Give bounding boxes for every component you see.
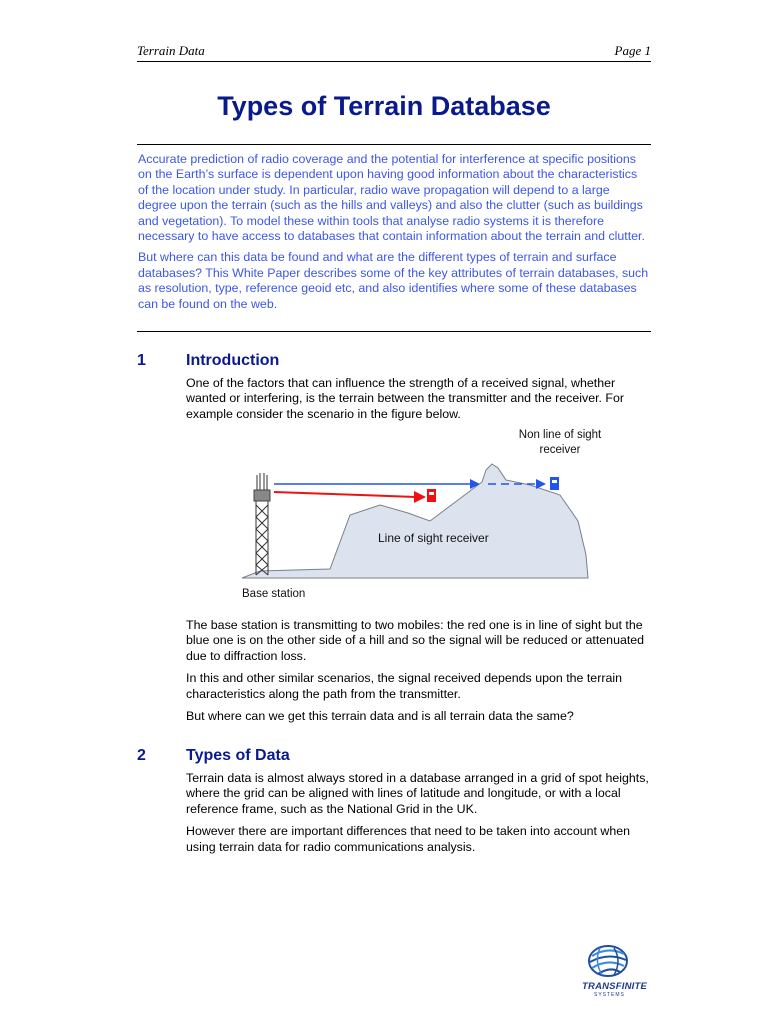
nlos-receiver-label [495,428,625,458]
section-1-intro [186,376,651,422]
nlos-mobile-screen [552,480,557,483]
globe-logo-icon [586,944,630,978]
section-2-number: 2 [137,747,146,764]
section-1-number: 1 [137,352,146,369]
section-2-paragraph-2: However there are important differences that need to be taken into account when using terrain data for radio communications analysis. [186,824,631,854]
logo-subtitle: SYSTEMS [594,992,625,998]
section-1-paragraph-2: The base station is transmitting to two mobiles: the red one is in line of sight but the blue one is on the other side of a hill and so the signal will be reduced or attenuated due to diffraction loss. [186,618,645,663]
los-signal-arrow [274,491,426,503]
running-header-left: Terrain Data [137,43,205,58]
base-station-label: Base station [242,588,306,600]
abstract-top-rule [137,144,651,145]
page-title: Types of Terrain Database [217,91,551,121]
section-1-paragraph-4: But where can we get this terrain data and is all terrain data the same? [186,709,574,724]
abstract-paragraph-2: But where can this data be found and what are the different types of terrain and surface databases? This White Paper describes some of the key attributes of terrain databases, such as resolution, type, reference geoid etc, and also identifies where some of these databases can be found on the web. [138,250,649,311]
los-receiver-label: Line of sight receiver [378,531,489,545]
logo-wordmark: TRANSFINITE [582,981,648,992]
header-rule [137,61,651,62]
los-mobile-screen [429,492,434,495]
running-header-page: Page 1 [614,43,651,58]
los-mobile-icon [427,489,436,502]
base-station-tower [254,473,270,575]
section-2-paragraph-1: Terrain data is almost always stored in a database arranged in a grid of spot heights, where the grid can be aligned with lines of latitude and longitude, or with a local reference frame, such as the National Grid in the UK. [186,771,649,816]
company-logo [582,944,664,1000]
section-1-body [186,618,651,724]
nlos-mobile-icon [550,477,559,490]
section-1-paragraph-3: In this and other similar scenarios, the signal received depends upon the terrain characteristics along the path from the transmitter. [186,671,622,701]
nlos-label-line-1: Non line of sight [518,429,602,441]
section-2-body [186,771,651,855]
nlos-label-line-2: receiver [539,444,581,456]
abstract-paragraph-1: Accurate prediction of radio coverage and the potential for interference at specific positions on the Earth’s surface is dependent upon having good information about the characteristics of the location under study. In particular, radio wave propagation will depend to a large degree upon the terrain (such as the hills and valleys) and also the clutter (such as buildings and vegetation). To model these within tools that analyse radio systems it is therefore necessary to have access to databases that contain information about the terrain and clutter. [138,152,645,244]
abstract [138,152,650,312]
section-2-title: Types of Data [186,747,290,764]
section-1-paragraph-1: One of the factors that can influence the strength of a received signal, whether wanted or interfering, is the terrain between the transmitter and the receiver. For example consider the scenario in the figure below. [186,376,625,421]
section-1-title: Introduction [186,352,280,369]
abstract-bottom-rule [137,331,651,332]
